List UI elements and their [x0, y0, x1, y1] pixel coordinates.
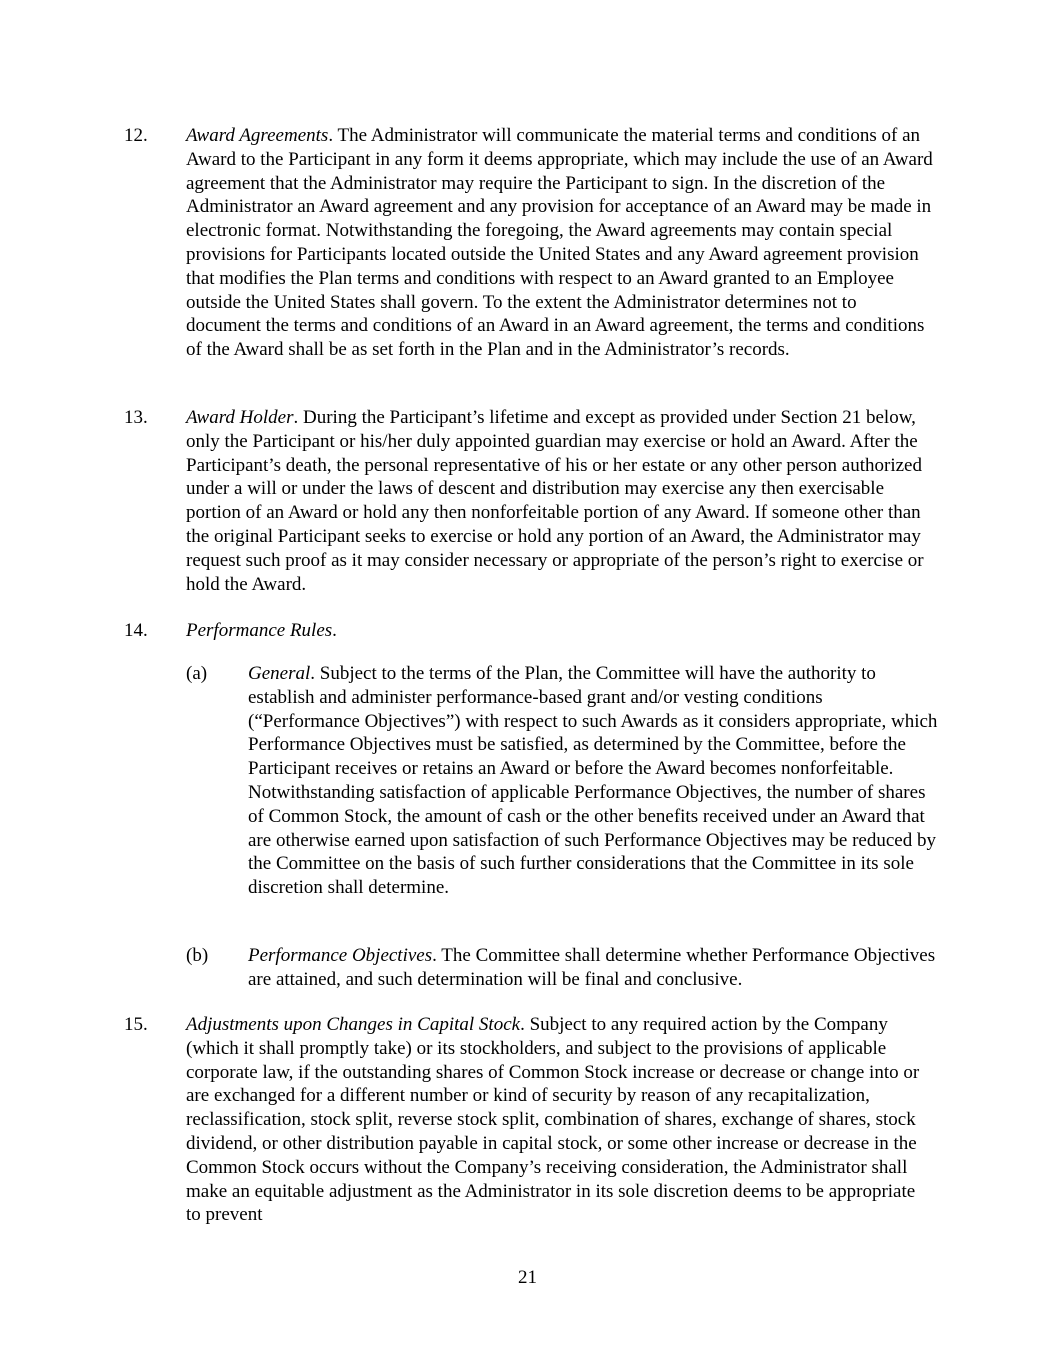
- section-paragraph: [186, 1013, 934, 1227]
- section-13: [124, 406, 944, 596]
- section-title: Award Holder: [186, 407, 294, 428]
- subsection-label: (a): [186, 663, 208, 684]
- section-paragraph: [186, 619, 934, 643]
- subsection-paragraph: [248, 944, 938, 992]
- section-title: Adjustments upon Changes in Capital Stock: [186, 1014, 521, 1035]
- subsection-14a: [186, 662, 942, 900]
- section-text: . During the Participant’s lifetime and except as provided under Section 21 below, only the Participant or his/her duly appointed guardian may exercise or hold an Award. After the Participant’s death, the personal representative of his or her estate or any other person authorized under a will or under the laws of descent and distribution may exercise any then exercisable portion of an Award or hold any then nonforfeitable portion of any Award. If someone other than the original Participant seeks to exercise or hold any portion of an Award, the Administrator may request such proof as it may consider necessary or appropriate of the person’s right to exercise or hold the Award.: [186, 407, 924, 595]
- section-14: [124, 619, 944, 643]
- subsection-title: General: [248, 663, 311, 684]
- subsection-text: . The Committee shall determine whether Performance Objectives are attained, and such determination will be final and conclusive.: [248, 945, 936, 990]
- section-paragraph: [186, 406, 934, 596]
- section-text: .: [332, 620, 337, 641]
- section-12: [124, 124, 944, 362]
- subsection-paragraph: [248, 662, 938, 900]
- page-number: 21: [518, 1267, 537, 1288]
- section-paragraph: [186, 124, 934, 362]
- section-15: [124, 1013, 944, 1227]
- section-text: . The Administrator will communicate the material terms and conditions of an Award to the Participant in any form it deems appropriate, which may include the use of an Award agreement that the Administrator may require the Participant to sign. In the discretion of the Administrator an Award agreement and any provision for acceptance of an Award may be made in electronic format. Notwithstanding the foregoing, the Award agreements may contain special provisions for Participants located outside the United States and any Award agreement provision that modifies the Plan terms and conditions with respect to an Award granted to an Employee outside the United States shall govern. To the extent the Administrator determines not to document the terms and conditions of an Award in an Award agreement, the terms and conditions of the Award shall be as set forth in the Plan and in the Administrator’s records.: [186, 125, 933, 361]
- subsection-text: . Subject to the terms of the Plan, the Committee will have the authority to establish and administer performance-based grant and/or vesting conditions (“Performance Objectives”) with respect to such Awards as it considers appropriate, which Performance Objectives must be satisfied, as determined by the Committee, before the Participant receives or retains an Award or before the Award becomes nonforfeitable. Notwithstanding satisfaction of applicable Performance Objectives, the number of shares of Common Stock, the amount of cash or the other benefits received under an Award that are otherwise earned upon satisfaction of such Performance Objectives may be reduced by the Committee on the basis of such further considerations that the Committee in its sole discretion shall determine.: [248, 663, 938, 899]
- section-title: Award Agreements: [186, 125, 329, 146]
- subsection-label: (b): [186, 945, 209, 966]
- section-title: Performance Rules: [186, 620, 333, 641]
- section-number: 15.: [124, 1014, 148, 1035]
- section-number: 13.: [124, 407, 148, 428]
- subsection-title: Performance Objectives: [248, 945, 433, 966]
- section-number: 12.: [124, 125, 148, 146]
- section-number: 14.: [124, 620, 148, 641]
- section-text: . Subject to any required action by the Company (which it shall promptly take) or its stockholders, and subject to the provisions of applicable corporate law, if the outstanding shares of Common Stock increase or decrease or change into or are exchanged for a different number or kind of security by reason of any recapitalization, reclassification, stock split, reverse stock split, combination of shares, exchange of shares, stock dividend, or other distribution payable in capital stock, or some other increase or decrease in the Common Stock occurs without the Company’s receiving consideration, the Administrator shall make an equitable adjustment as the Administrator in its sole discretion deems to be appropriate to prevent: [186, 1014, 920, 1226]
- subsection-14b: [186, 944, 942, 992]
